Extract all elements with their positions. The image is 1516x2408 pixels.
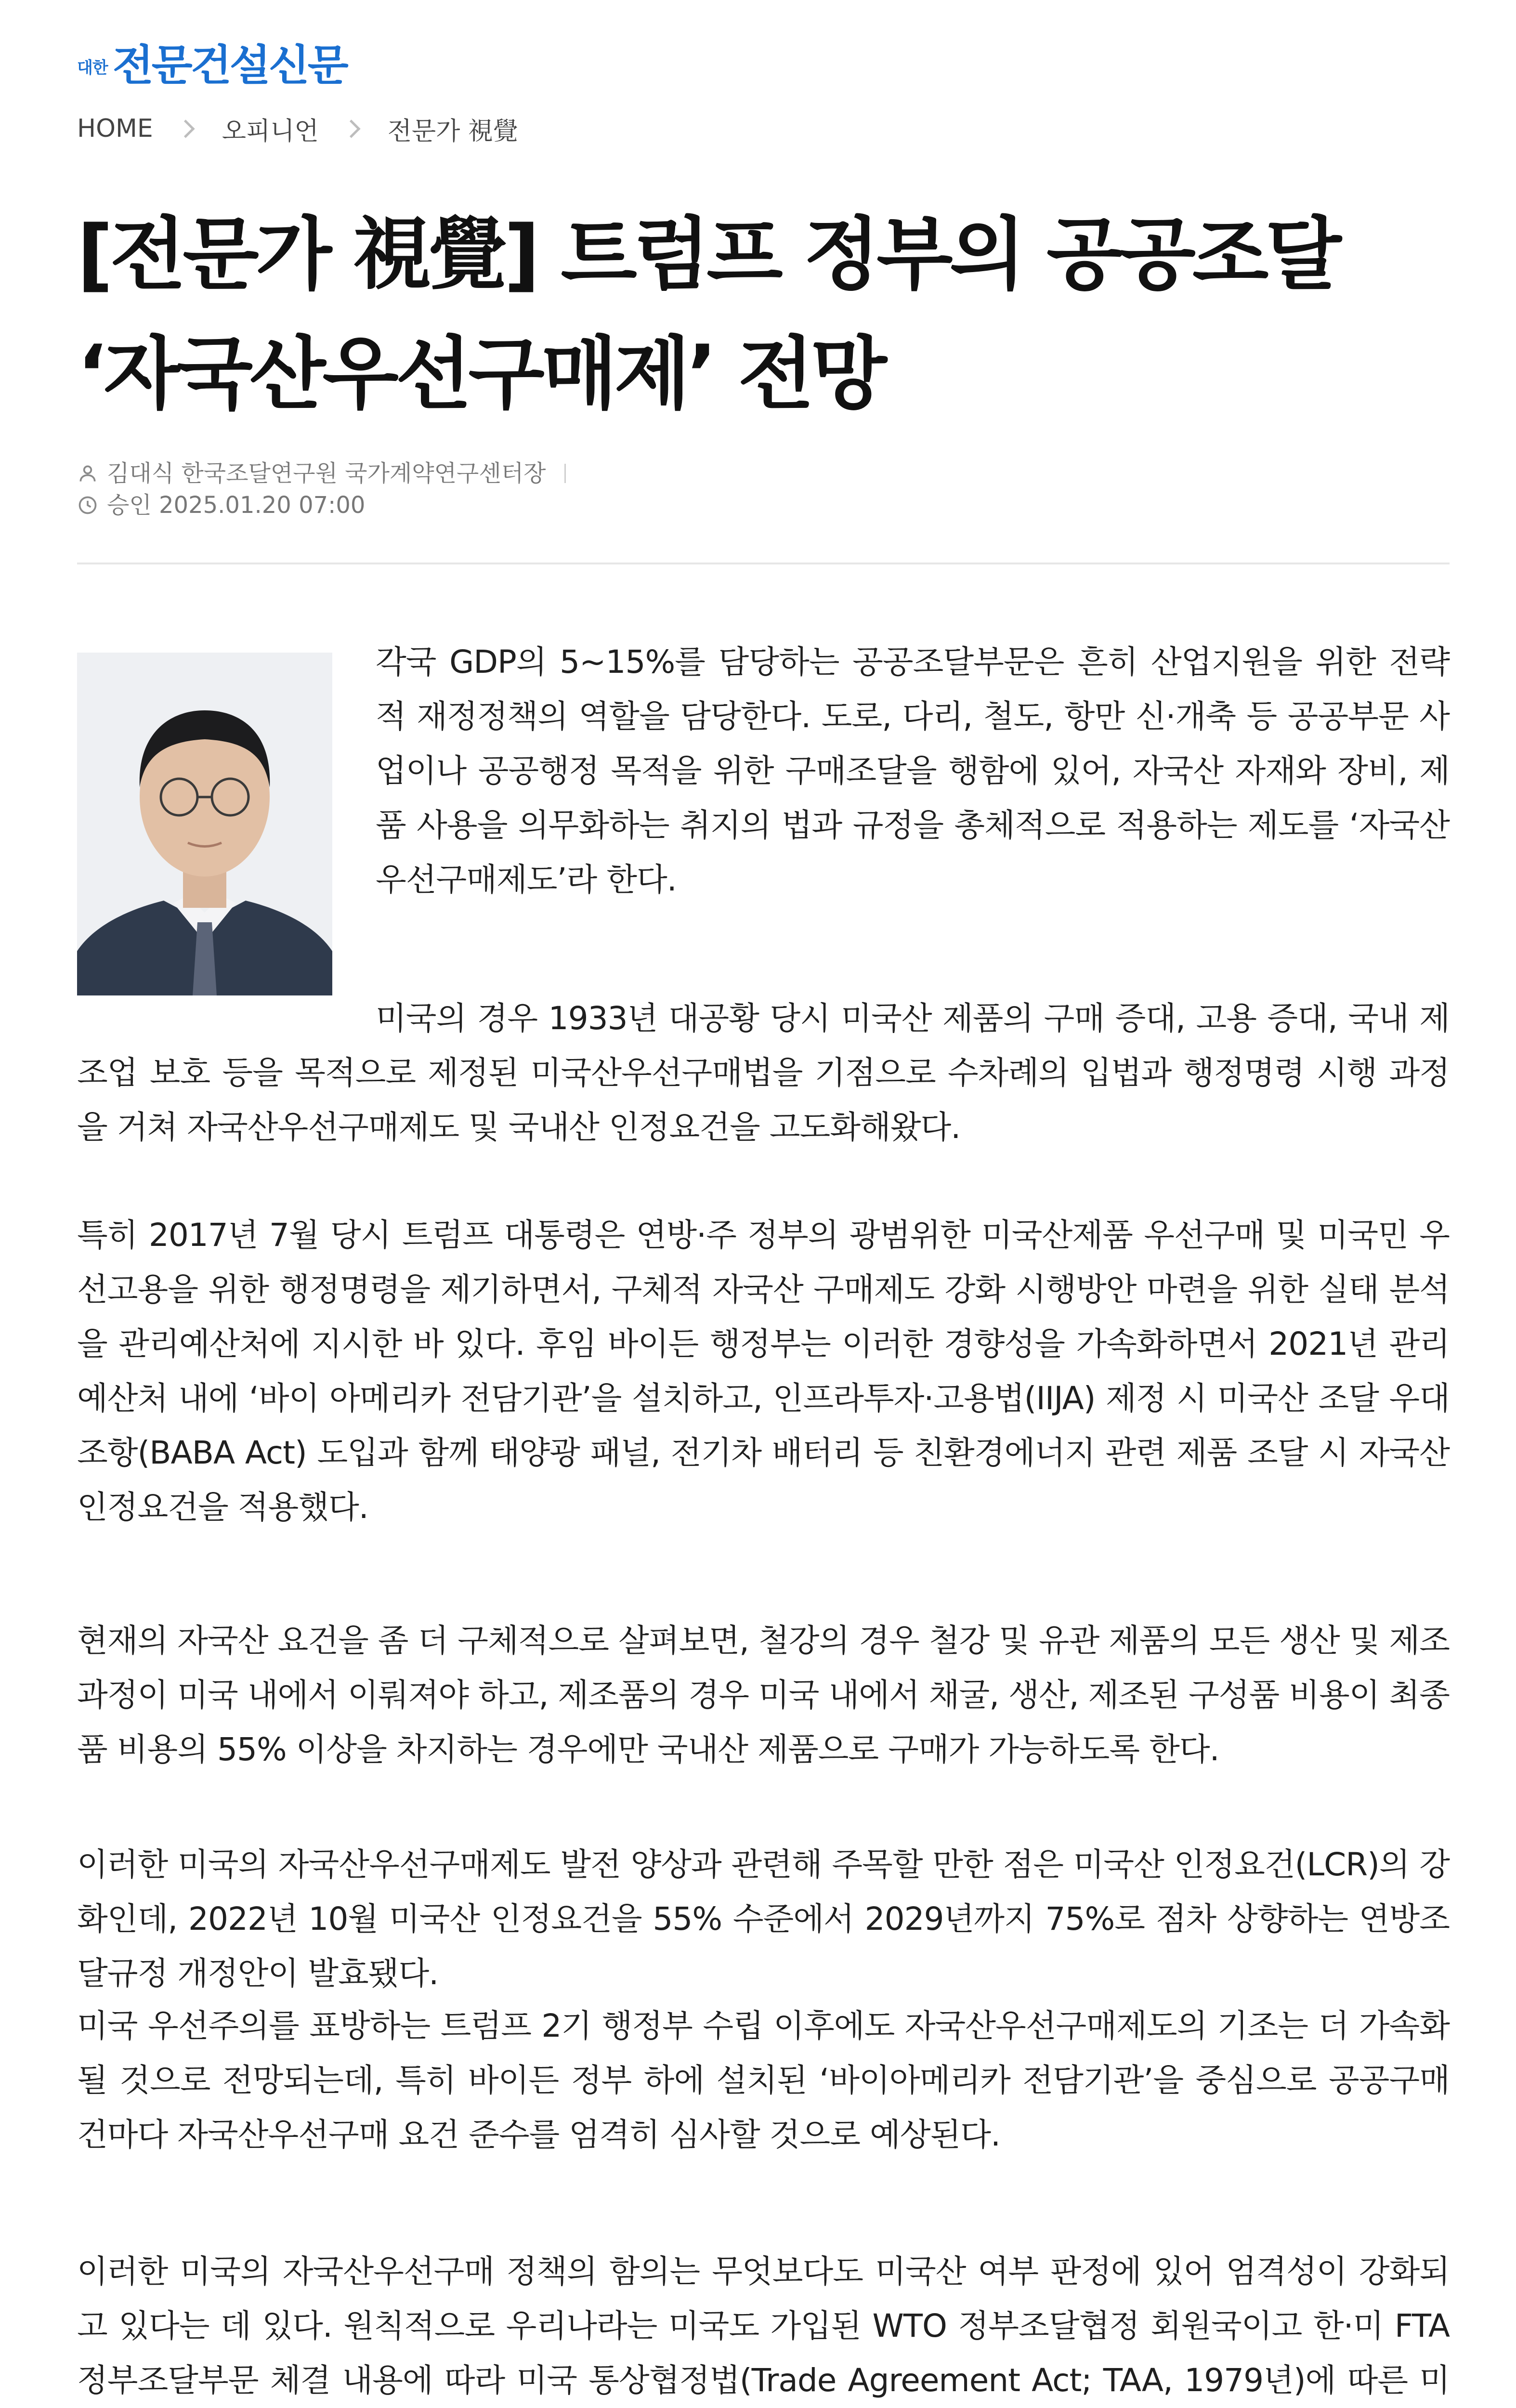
article-paragraph: 각국 GDP의 5~15%를 담당하는 공공조달부문은 흔히 산업지원을 위한 전략적 재정정책의 역할을 담당한다. 도로, 다리, 철도, 항만 신·개축 등 공공부문 사업이나 공공행정 목적을 위한 구매조달을 행함에 있어, 자국산 자재와 장비, 제품 사용을 의무화하는 취지의 법과 규정을 총체적으로 적용하는 제도를 ‘자국산우선구매제도’라 한다. [376, 643, 1450, 898]
breadcrumb-home[interactable]: HOME [77, 114, 153, 143]
article-paragraph: 미국의 경우 1933년 대공황 당시 미국산 제품의 구매 증대, 고용 증대, 국내 제조업 보호 등을 목적으로 제정된 미국산우선구매법을 기점으로 수차례의 입법과 행정명령 시행 과정을 거쳐 자국산우선구매제도 및 국내산 인정요건을 고도화해왔다. [77, 1000, 1450, 1146]
breadcrumb [77, 112, 518, 145]
logo-prefix: 대한 [77, 58, 108, 78]
breadcrumb-section[interactable]: 전문가 視覺 [387, 117, 518, 146]
chevron-right-icon [342, 119, 360, 138]
person-icon [77, 463, 98, 484]
article-paragraph: 미국 우선주의를 표방하는 트럼프 2기 행정부 수립 이후에도 자국산우선구매제도의 기조는 더 가속화될 것으로 전망되는데, 특히 바이든 정부 하에 설치된 ‘바이아메리카 전담기관’을 중심으로 공공구매 건마다 자국산우선구매 요건 준수를 엄격히 심사할 것으로 예상된다. [77, 2007, 1450, 2153]
article-paragraph: 현재의 자국산 요건을 좀 더 구체적으로 살펴보면, 철강의 경우 철강 및 유관 제품의 모든 생산 및 제조과정이 미국 내에서 이뤄져야 하고, 제조품의 경우 미국 내에서 채굴, 생산, 제조된 구성품 비용이 최종품 비용의 55% 이상을 차지하는 경우에만 국내산 제품으로 구매가 가능하도록 한다. [77, 1622, 1450, 1768]
clock-icon [77, 495, 98, 516]
published-row [77, 489, 566, 521]
article-byline[interactable]: 김대식 한국조달연구원 국가계약연구센터장 [107, 460, 546, 487]
breadcrumb-opinion[interactable]: 오피니언 [222, 117, 319, 146]
logo-name: 전문건설신문 [112, 40, 347, 90]
article-title: [전문가 視覺] 트럼프 정부의 공공조달 ‘자국산우선구매제’ 전망 [77, 209, 1338, 420]
meta-divider [564, 464, 566, 483]
article-paragraph: 특히 2017년 7월 당시 트럼프 대통령은 연방·주 정부의 광범위한 미국산제품 우선구매 및 미국민 우선고용을 위한 행정명령을 제기하면서, 구체적 자국산 구매제도 강화 시행방안 마련을 위한 실태 분석을 관리예산처에 지시한 바 있다. 후임 바이든 행정부는 이러한 경향성을 가속화하면서 2021년 관리예산처 내에 ‘바이 아메리카 전담기관’을 설치하고, 인프라투자·고용법(IIJA) 제정 시 미국산 조달 우대조항(BABA Act) 도입과 함께 태양광 패널, 전기차 배터리 등 친환경에너지 관련 제품 조달 시 자국산 인정요건을 적용했다. [77, 1217, 1450, 1526]
article-meta [77, 458, 566, 521]
chevron-right-icon [176, 119, 195, 138]
author-photo [77, 653, 332, 995]
article-published: 승인 2025.01.20 07:00 [107, 492, 366, 519]
site-logo[interactable] [77, 40, 347, 90]
byline-row [77, 458, 566, 489]
header-divider [77, 563, 1450, 564]
article-paragraph: 이러한 미국의 자국산우선구매 정책의 함의는 무엇보다도 미국산 여부 판정에 있어 엄격성이 강화되고 있다는 데 있다. 원칙적으로 우리나라는 미국도 가입된 WTO 정부조달협정 회원국이고 한·미 FTA 정부조달부문 체결 내용에 따라 미국 통상협정법(Trade Agreement Act; TAA, 1979년)에 따른 미 [77, 2253, 1450, 2399]
article-paragraph: 이러한 미국의 자국산우선구매제도 발전 양상과 관련해 주목할 만한 점은 미국산 인정요건(LCR)의 강화인데, 2022년 10월 미국산 인정요건을 55% 수준에서 2029년까지 75%로 점차 상향하는 연방조달규정 개정안이 발효됐다. [77, 1846, 1450, 1992]
